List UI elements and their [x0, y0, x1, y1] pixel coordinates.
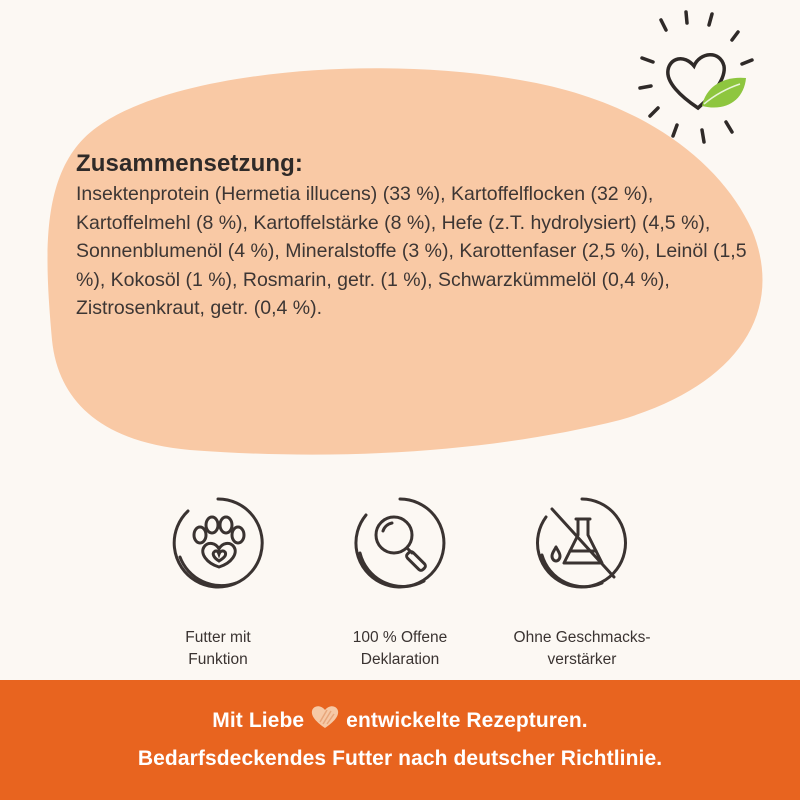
- heart-icon: [310, 704, 340, 730]
- bottom-banner: [0, 680, 800, 800]
- no-flask-icon: [534, 495, 630, 591]
- heart-with-leaf-icon: [628, 8, 778, 158]
- banner-text-before: Mit Liebe: [212, 709, 305, 732]
- banner-text-after: entwickelte Rezepturen.: [346, 709, 588, 732]
- feature-item: [487, 495, 677, 671]
- composition-text: Insektenprotein (Hermetia illucens) (33 %), Kartoffelflocken (32 %), Kartoffelmehl (8 %), Kartoffelstärke (8 %), Hefe (z.T. hydrolysiert) (4,5 %), Sonnenblumenöl (4 %), Mineralstoffe (3 %), Karottenfaser (2,5 %), Leinöl (1,5 %), Kokosöl (1 %), Rosmarin, getr. (1 %), Schwarzkümmelöl (0,4 %), Zistrosenkraut, getr. (0,4 %).: [76, 183, 747, 319]
- feature-item: [305, 495, 495, 671]
- banner-line-1: [0, 702, 800, 740]
- composition-heading: Zusammensetzung:: [76, 150, 303, 177]
- paw-heart-icon: [170, 495, 266, 591]
- feature-label: Ohne Geschmacks- verstärker: [513, 629, 651, 668]
- feature-row: [0, 495, 800, 668]
- magnifier-icon: [352, 495, 448, 591]
- feature-item: [123, 495, 313, 671]
- banner-line-2: Bedarfsdeckendes Futter nach deutscher Richtlinie.: [137, 747, 663, 770]
- feature-label: Futter mit Funktion: [185, 629, 251, 668]
- feature-label: 100 % Offene Deklaration: [352, 629, 448, 668]
- composition-section: [76, 150, 756, 323]
